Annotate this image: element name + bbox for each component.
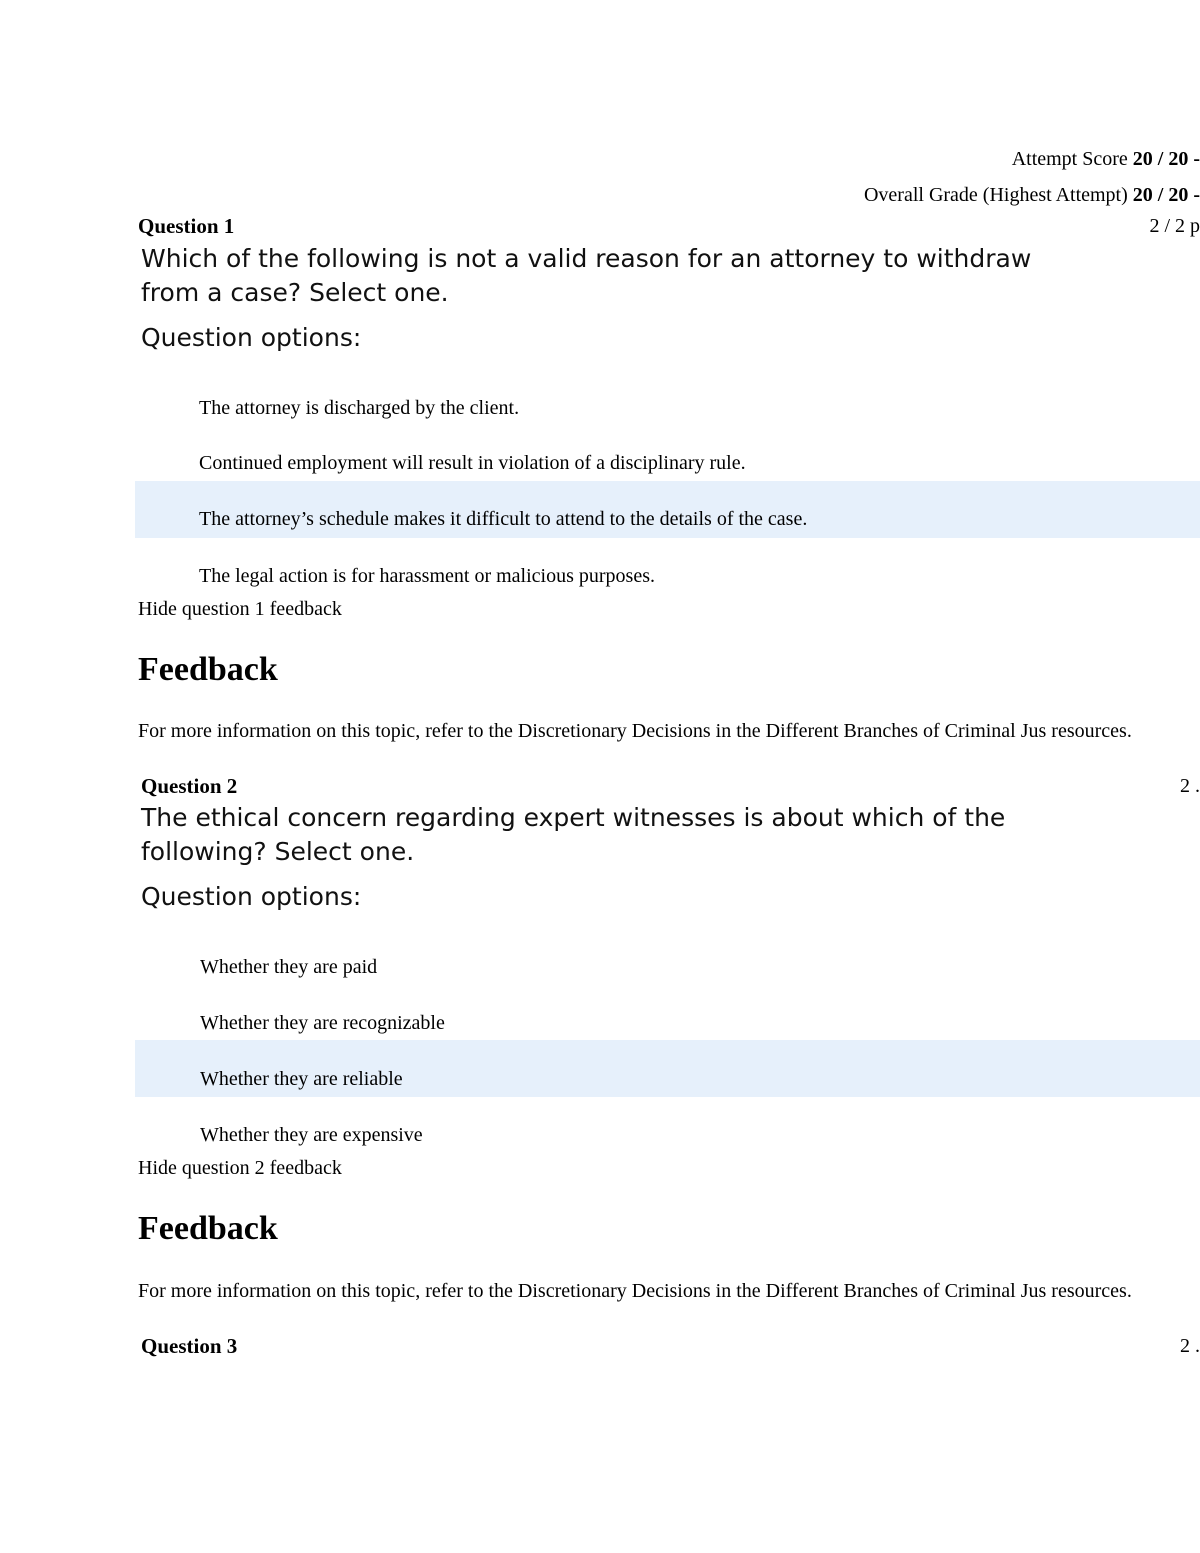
question-2-text: The ethical concern regarding expert witnesses is about which of the following? Select one. xyxy=(141,803,1006,866)
question-2-title: Question 2 xyxy=(141,774,238,798)
attempt-score-label: Attempt Score xyxy=(1011,148,1128,170)
attempt-score-value: 20 / 20 - xyxy=(1132,148,1200,170)
hide-question-2-feedback-link[interactable]: Hide question 2 feedback xyxy=(138,1157,342,1179)
overall-grade-value: 20 / 20 - xyxy=(1132,184,1200,206)
attempt-score xyxy=(1012,148,1200,171)
question-1-feedback-text: For more information on this topic, refer to the Discretionary Decisions in the Different Branches of Criminal Jus resources. xyxy=(138,720,1132,742)
question-1-options-heading: Question options: xyxy=(141,323,362,352)
hide-question-1-feedback-link[interactable]: Hide question 1 feedback xyxy=(138,598,342,620)
question-3-title: Question 3 xyxy=(141,1334,238,1358)
question-2-feedback-text: For more information on this topic, refer to the Discretionary Decisions in the Different Branches of Criminal Jus resources. xyxy=(138,1280,1132,1302)
question-2-option-1[interactable]: Whether they are paid xyxy=(200,956,378,978)
question-3-points: 2 . xyxy=(1180,1335,1200,1357)
question-1-text: Which of the following is not a valid reason for an attorney to withdraw from a case? Select one. xyxy=(141,244,1032,307)
question-2-option-3[interactable]: Whether they are reliable xyxy=(200,1068,403,1090)
question-2-points: 2 . xyxy=(1180,775,1200,797)
question-1-option-4[interactable]: The legal action is for harassment or malicious purposes. xyxy=(199,565,655,587)
question-2-option-4[interactable]: Whether they are expensive xyxy=(200,1124,423,1146)
question-2-feedback-heading: Feedback xyxy=(138,1210,278,1247)
question-2-option-2[interactable]: Whether they are recognizable xyxy=(200,1012,445,1034)
question-1-title: Question 1 xyxy=(138,214,235,238)
question-1-option-2[interactable]: Continued employment will result in violation of a disciplinary rule. xyxy=(199,452,746,474)
overall-grade xyxy=(864,184,1200,207)
question-1-feedback-heading: Feedback xyxy=(138,651,278,688)
question-2-options-heading: Question options: xyxy=(141,882,362,911)
question-1-option-3[interactable]: The attorney’s schedule makes it difficult to attend to the details of the case. xyxy=(199,508,808,530)
overall-grade-label: Overall Grade (Highest Attempt) xyxy=(863,184,1128,206)
question-1-option-1[interactable]: The attorney is discharged by the client. xyxy=(199,397,520,419)
question-1-points: 2 / 2 p xyxy=(1149,215,1200,237)
